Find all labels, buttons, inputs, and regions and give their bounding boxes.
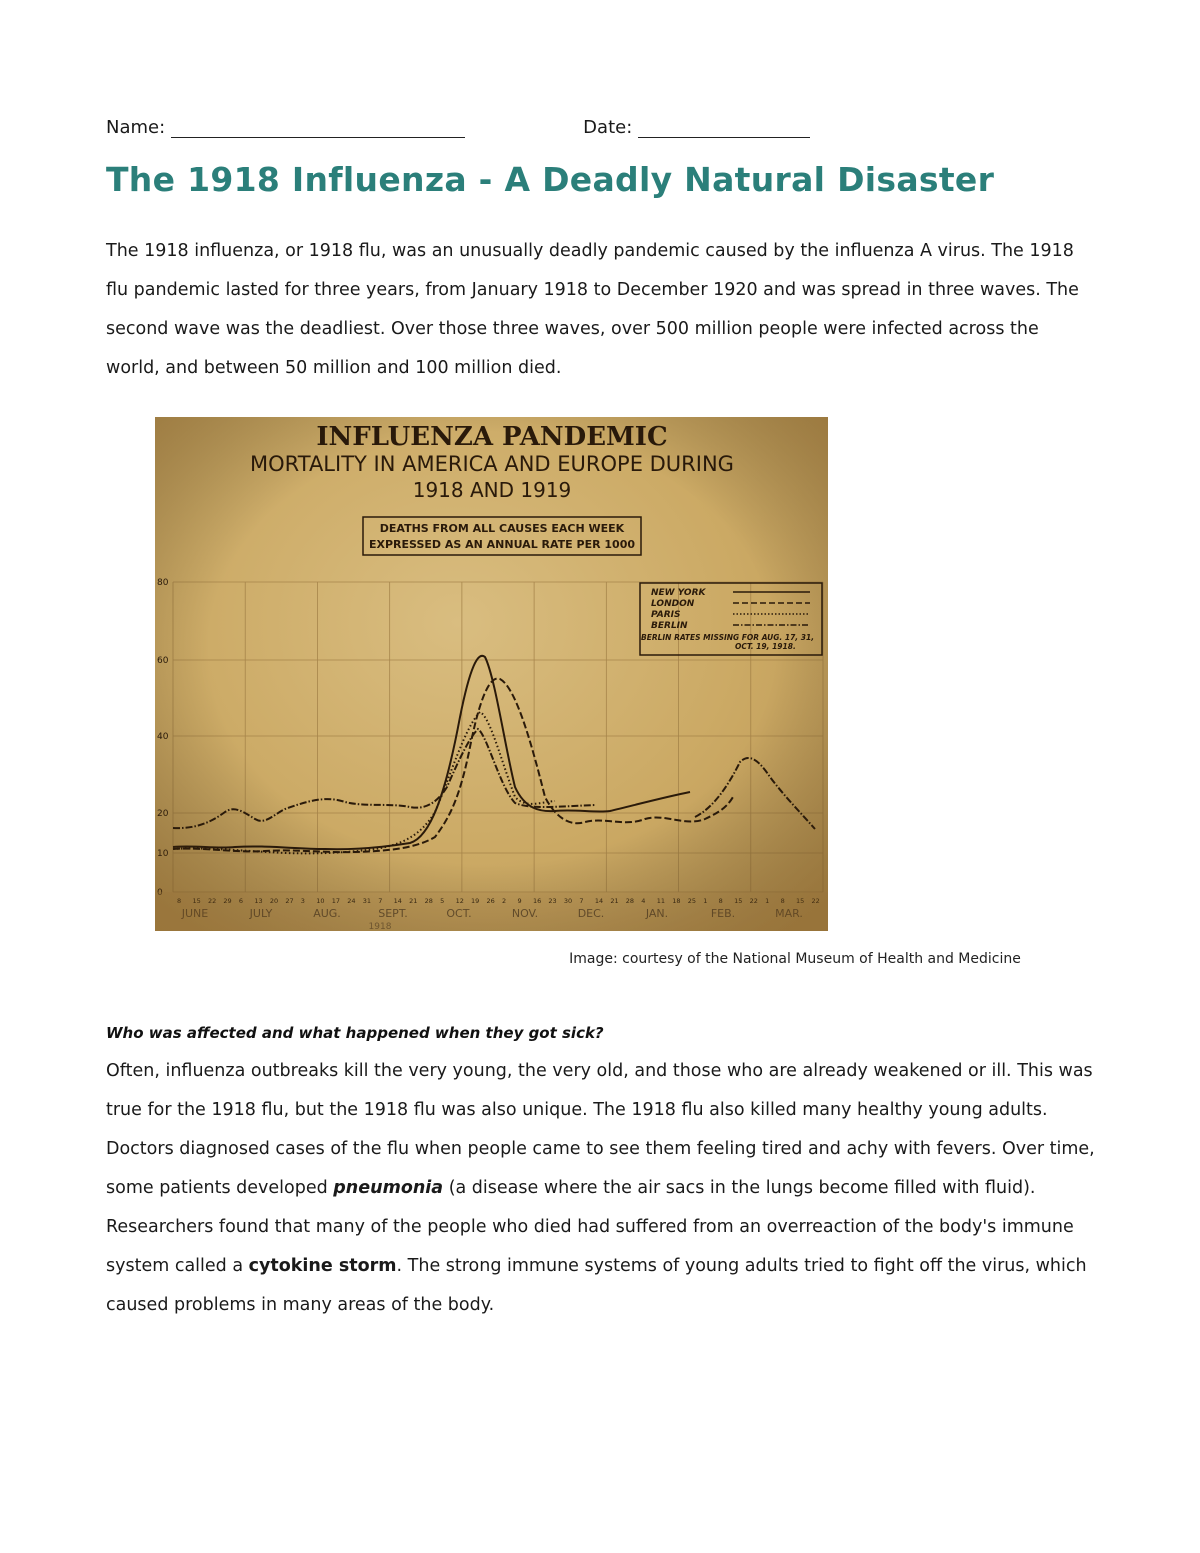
figure-caption: [0, 951, 1200, 967]
influenza-chart-image: [155, 417, 828, 931]
term-cytokine-storm: cytokine storm: [248, 1256, 397, 1276]
section-heading: Who was affected and what happened when they got sick?: [106, 1024, 604, 1042]
intro-paragraph: The 1918 influenza, or 1918 flu, was an unusually deadly pandemic caused by the influenza A virus. The 1918 flu pandemic lasted for three years, from January 1918 to December 1920 and was spread in three waves. The second wave was the deadliest. Over those three waves, over 500 million people were infected across the world, and between 50 million and 100 million died.: [106, 241, 1079, 378]
name-label: Name:: [106, 117, 166, 138]
figure-caption-text: Image: courtesy of the National Museum of Health and Medicine: [569, 951, 1021, 967]
term-pneumonia: pneumonia: [333, 1178, 444, 1198]
page-title: The 1918 Influenza - A Deadly Natural Disaster: [106, 160, 995, 199]
name-date-row: [106, 114, 810, 138]
date-label: Date:: [583, 117, 633, 138]
date-field[interactable]: [638, 119, 810, 138]
body-paragraph: [106, 1052, 1096, 1325]
body-part-3: . The strong immune systems of young adults tried to fight off the virus, which caused problems in many areas of the body.: [106, 1256, 1087, 1315]
body-part-2: (a disease where the air sacs in the lungs become filled with fluid). Researchers found that many of the people who died had suffered from an overreaction of the body's immune system called a: [106, 1178, 1074, 1276]
name-field[interactable]: [171, 119, 465, 138]
body-part-1: Often, influenza outbreaks kill the very young, the very old, and those who are already weakened or ill. This was true for the 1918 flu, but the 1918 flu was also unique. The 1918 flu also killed many healthy young adults. Doctors diagnosed cases of the flu when people came to see them feeling tired and achy with fevers. Over time, some patients developed: [106, 1061, 1095, 1198]
